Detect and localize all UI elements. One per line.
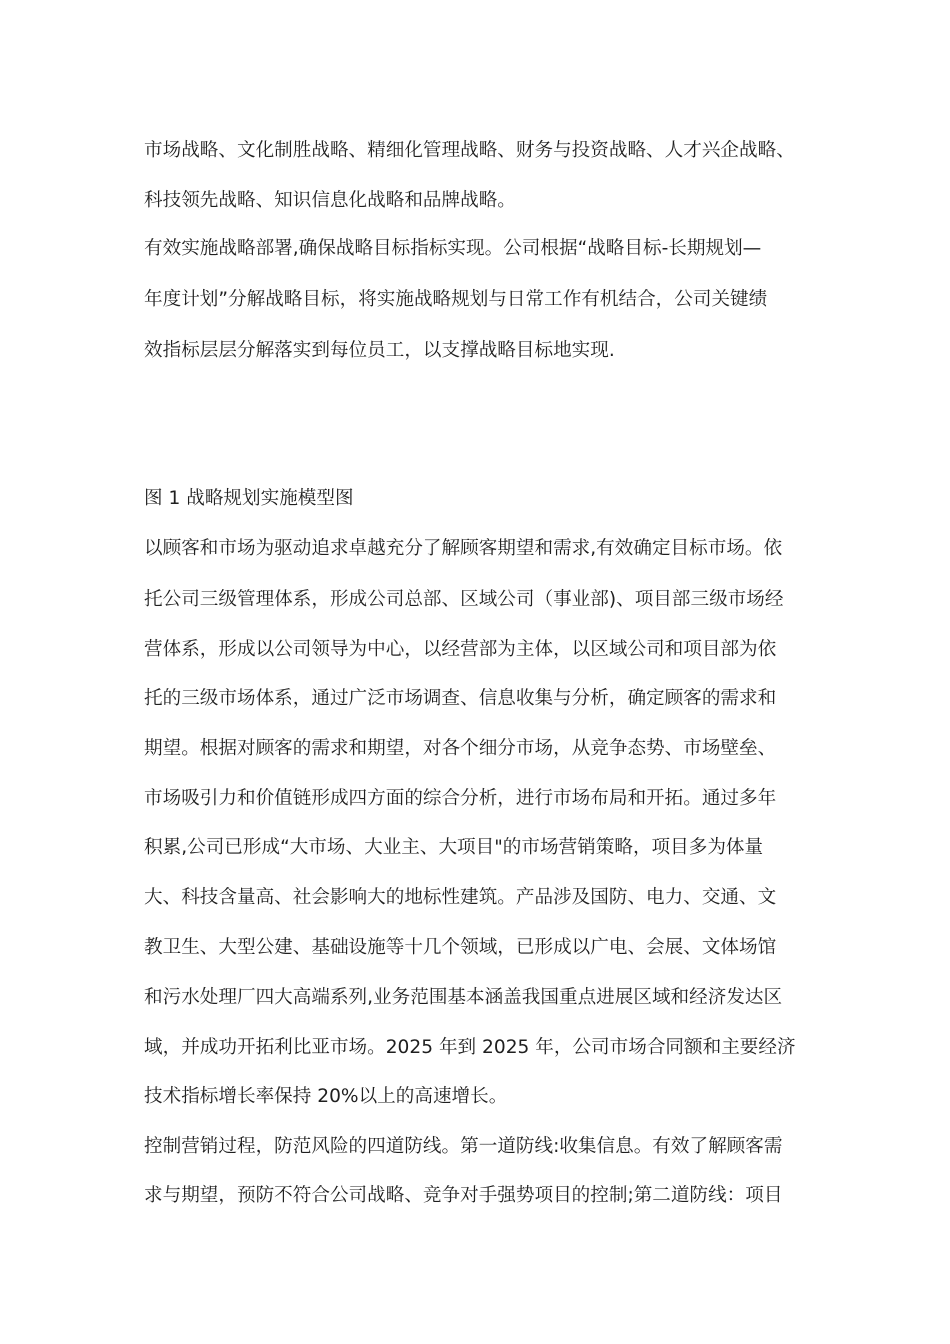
text-line: 效指标层层分解落实到每位员工，以支撑战略目标地实现. bbox=[144, 340, 615, 361]
text-line: 和污水处理厂四大高端系列,业务范围基本涵盖我国重点进展区域和经济发达区 bbox=[144, 987, 783, 1008]
text-line: 托公司三级管理体系，形成公司总部、区域公司（事业部)、项目部三级市场经 bbox=[144, 589, 784, 610]
text-line: 期望。根据对顾客的需求和期望，对各个细分市场，从竞争态势、市场壁垒、 bbox=[144, 738, 777, 759]
text-line: 教卫生、大型公建、基础设施等十几个领域，已形成以广电、会展、文体场馆 bbox=[144, 937, 777, 958]
text-line: 以顾客和市场为驱动追求卓越充分了解顾客期望和需求,有效确定目标市场。依 bbox=[144, 538, 783, 559]
text-line: 有效实施战略部署,确保战略目标指标实现。公司根据“战略目标-长期规划— bbox=[144, 238, 762, 259]
text-line: 求与期望，预防不符合公司战略、竞争对手强势项目的控制;第二道防线：项目 bbox=[144, 1185, 783, 1206]
text-line: 市场吸引力和价值链形成四方面的综合分析，进行市场布局和开拓。通过多年 bbox=[144, 788, 777, 809]
figure-caption: 图 1 战略规划实施模型图 bbox=[144, 488, 354, 509]
text-line: 大、科技含量高、社会影响大的地标性建筑。产品涉及国防、电力、交通、文 bbox=[144, 887, 777, 908]
text-line: 控制营销过程，防范风险的四道防线。第一道防线:收集信息。有效了解顾客需 bbox=[144, 1136, 783, 1157]
text-line: 托的三级市场体系，通过广泛市场调查、信息收集与分析，确定顾客的需求和 bbox=[144, 688, 777, 709]
text-line: 年度计划”分解战略目标，将实施战略规划与日常工作有机结合，公司关键绩 bbox=[144, 289, 768, 310]
text-line: 技术指标增长率保持 20%以上的高速增长。 bbox=[144, 1086, 508, 1107]
text-line: 域，并成功开拓利比亚市场。2025 年到 2025 年，公司市场合同额和主要经济 bbox=[144, 1037, 796, 1058]
text-line: 营体系，形成以公司领导为中心，以经营部为主体，以区域公司和项目部为依 bbox=[144, 639, 777, 660]
text-line: 科技领先战略、知识信息化战略和品牌战略。 bbox=[144, 190, 516, 211]
text-line: 市场战略、文化制胜战略、精细化管理战略、财务与投资战略、人才兴企战略、 bbox=[144, 140, 795, 161]
text-line: 积累,公司已形成“大市场、大业主、大项目"的市场营销策略，项目多为体量 bbox=[144, 837, 764, 858]
